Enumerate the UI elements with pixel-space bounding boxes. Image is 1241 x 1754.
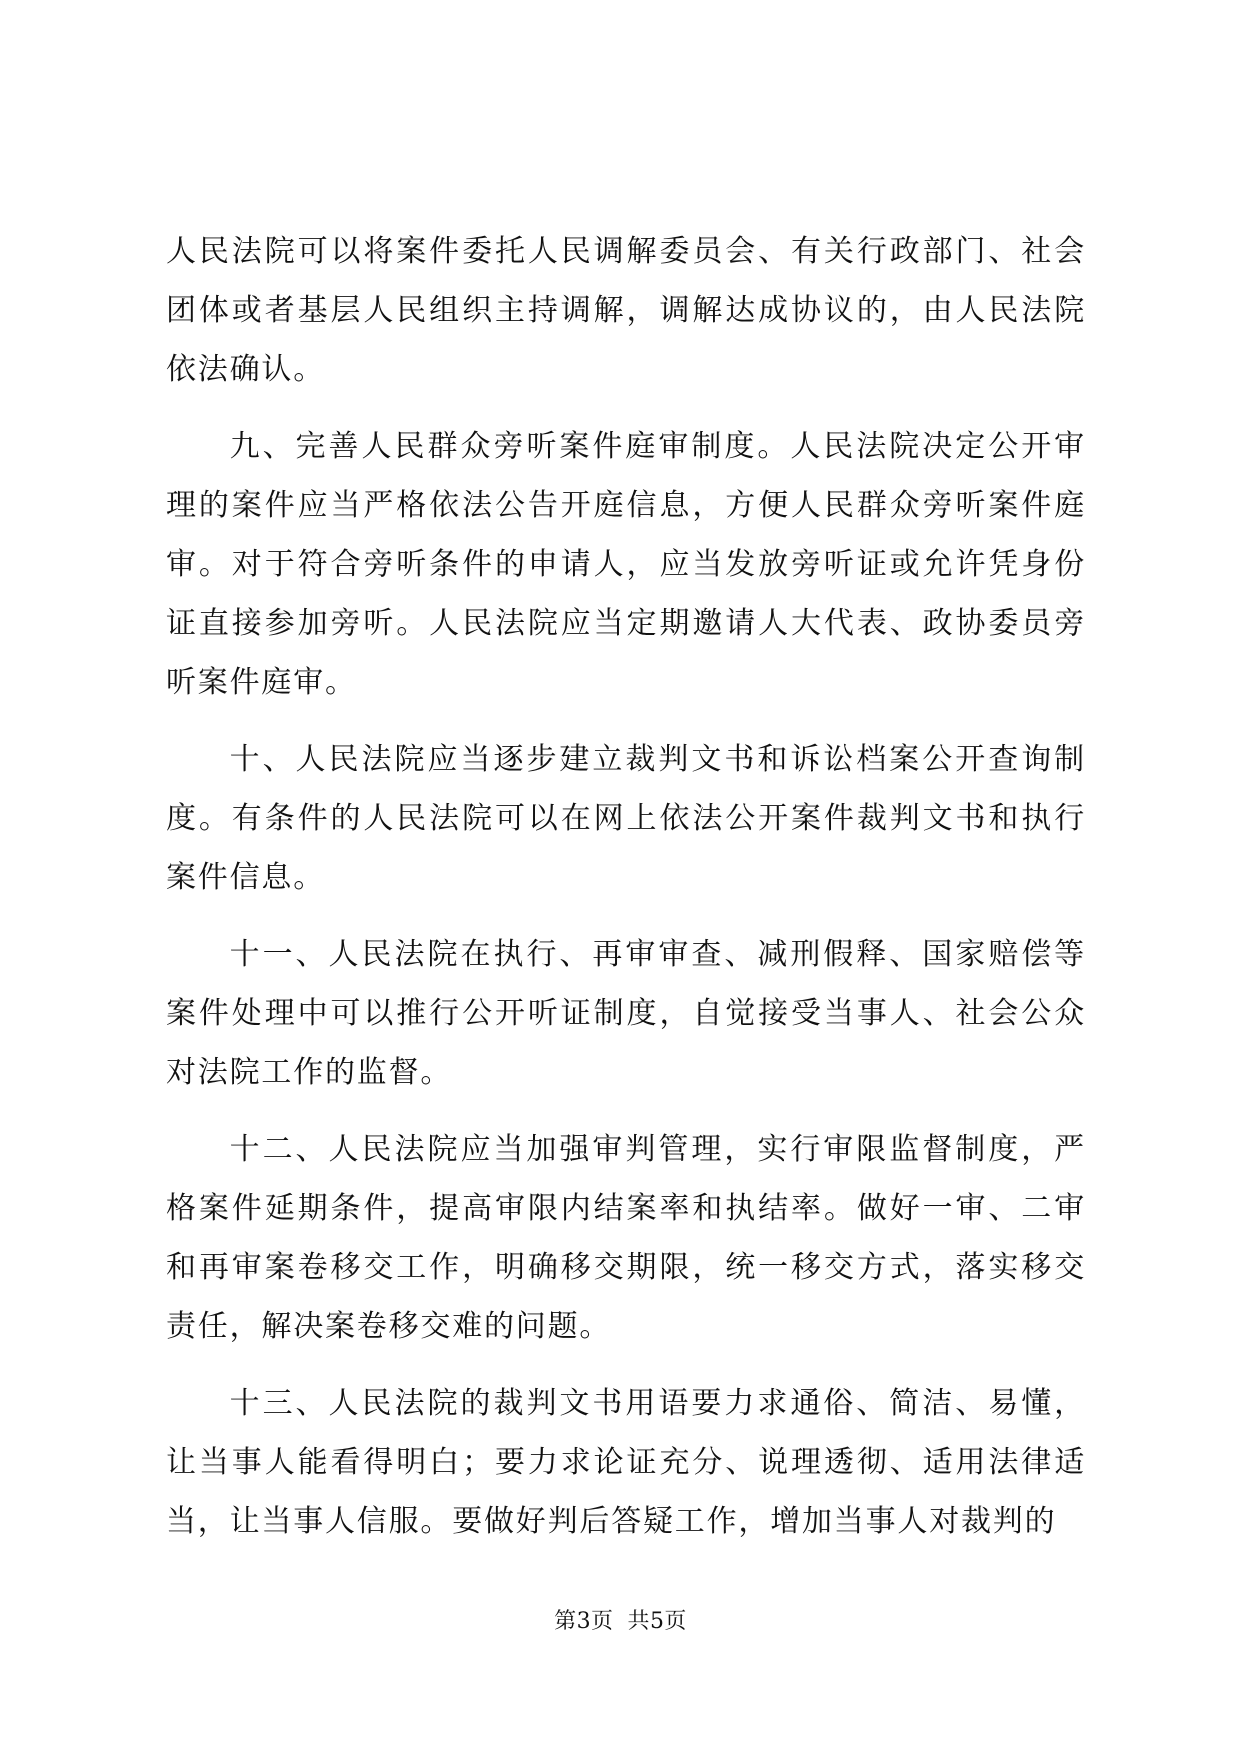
document-body [166,222,1086,1569]
paragraph-item-10: 十、人民法院应当逐步建立裁判文书和诉讼档案公开查询制度。有条件的人民法院可以在网上依法公开案件裁判文书和执行案件信息。 [166,742,1086,895]
page-number: 第3页 [554,1609,614,1634]
paragraph-item-9: 九、完善人民群众旁听案件庭审制度。人民法院决定公开审理的案件应当严格依法公告开庭信息，方便人民群众旁听案件庭审。对于符合旁听条件的申请人，应当发放旁听证或允许凭身份证直接参加旁听。人民法院应当定期邀请人大代表、政协委员旁听案件庭审。 [166,429,1086,700]
page-total: 共5页 [627,1609,687,1634]
paragraph-item-13: 十三、人民法院的裁判文书用语要力求通俗、简洁、易懂，让当事人能看得明白；要力求论证充分、说理透彻、适用法律适当，让当事人信服。要做好判后答疑工作，增加当事人对裁判的 [166,1386,1086,1539]
paragraph-continuation: 人民法院可以将案件委托人民调解委员会、有关行政部门、社会团体或者基层人民组织主持调解，调解达成协议的，由人民法院依法确认。 [166,234,1086,387]
paragraph-item-11: 十一、人民法院在执行、再审审查、减刑假释、国家赔偿等案件处理中可以推行公开听证制度，自觉接受当事人、社会公众对法院工作的监督。 [166,937,1086,1090]
page-footer [0,1607,1241,1637]
paragraph-item-12: 十二、人民法院应当加强审判管理，实行审限监督制度，严格案件延期条件，提高审限内结案率和执结率。做好一审、二审和再审案卷移交工作，明确移交期限，统一移交方式，落实移交责任，解决案卷移交难的问题。 [166,1132,1086,1344]
